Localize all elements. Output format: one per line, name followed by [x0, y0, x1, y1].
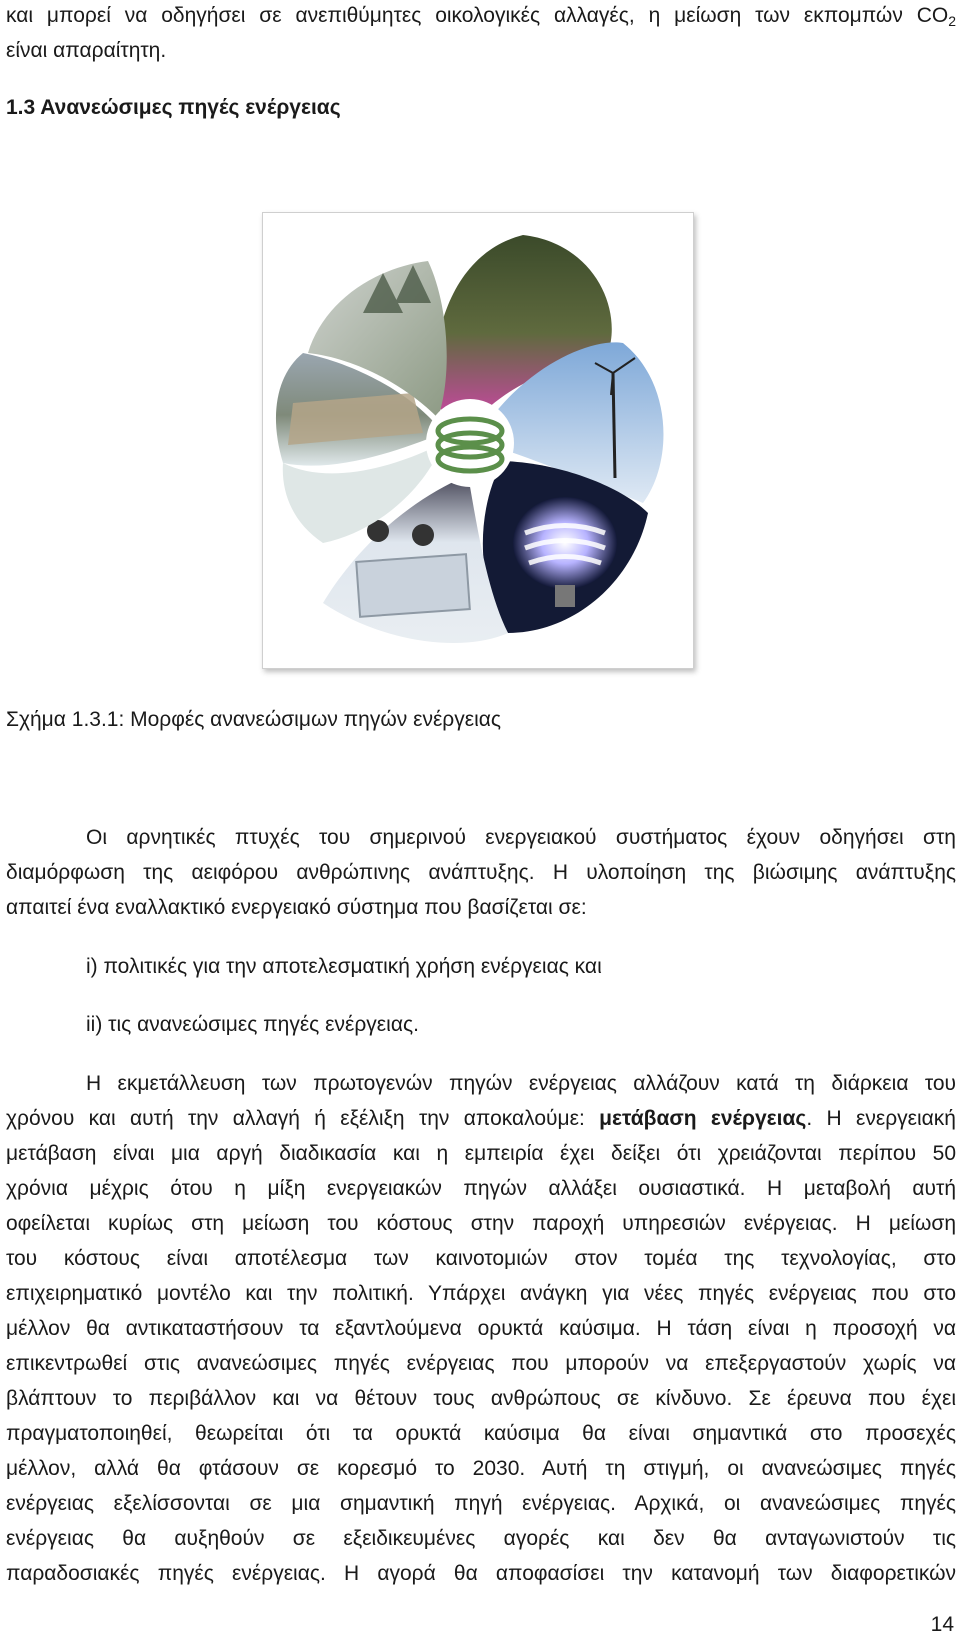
body-text-line: επιχειρηματικό μοντέλο και την πολιτική. Υπάρχει ανάγκη για νέες πηγές ενέργειας που στο — [6, 1282, 956, 1305]
emphasis-term: μετάβαση ενέργειας — [599, 1107, 807, 1130]
renewable-energy-figure — [262, 212, 694, 669]
body-text-line — [6, 1107, 956, 1131]
body-text-line: είναι απαραίτητη. — [6, 39, 167, 62]
body-text-line: μετάβαση είναι μια αργή διαδικασία και η εμπειρία έχει δείξει ότι χρειάζονται περίπου 50 — [6, 1142, 956, 1165]
text-run: . Η ενεργειακή — [806, 1107, 956, 1130]
body-text-line: οφείλεται κυρίως στη μείωση του κόστους στην παροχή υπηρεσιών ενέργειας. Η μείωση — [6, 1212, 956, 1235]
body-text-line: απαιτεί ένα εναλλακτικό ενεργειακό σύστημα που βασίζεται σε: — [6, 896, 587, 919]
body-text-line: του κόστους είναι αποτέλεσμα των καινοτομιών στον τομέα της τεχνολογίας, στο — [6, 1247, 956, 1270]
body-text-line: ενέργειας εξελίσσονται σε μια σημαντική πηγή ενέργειας. Αρχικά, οι ανανεώσιμες πηγές — [6, 1492, 956, 1515]
text-run: χρόνου και αυτή την αλλαγή ή εξέλιξη την αποκαλούμε: — [6, 1107, 600, 1130]
body-text-line: ενέργειας θα αυξηθούν σε εξειδικευμένες αγορές και δεν θα ανταγωνιστούν τις — [6, 1527, 956, 1550]
co2-text: και μπορεί να οδηγήσει σε ανεπιθύμητες οικολογικές αλλαγές, η μείωση των εκπομπών CO — [6, 4, 949, 27]
list-item: ii) τις ανανεώσιμες πηγές ενέργειας. — [86, 1013, 419, 1036]
section-heading: 1.3 Ανανεώσιμες πηγές ενέργειας — [6, 96, 341, 119]
page-number: 14 — [930, 1613, 954, 1636]
body-text-line: χρόνια μέχρις ότου η μίξη ενεργειακών πηγών αλλάξει ουσιαστικά. Η μεταβολή αυτή — [6, 1177, 956, 1200]
renewable-energy-collage-icon — [263, 213, 693, 668]
list-item: i) πολιτικές για την αποτελεσματική χρήση ενέργειας και — [86, 955, 602, 978]
body-text-line: βλάπτουν το περιβάλλον και να θέτουν τους ανθρώπους σε κίνδυνο. Σε έρευνα που έχει — [6, 1387, 956, 1410]
body-text-line: διαμόρφωση της αειφόρου ανθρώπινης ανάπτυξης. Η υλοποίηση της βιώσιμης ανάπτυξης — [6, 861, 956, 884]
body-text-line: πραγματοποιηθεί, θεωρείται ότι τα ορυκτά καύσιμα θα είναι σημαντικά στο προσεχές — [6, 1422, 956, 1445]
body-text-line: μέλλον θα αντικαταστήσουν τα εξαντλούμενα ορυκτά καύσιμα. Η τάση είναι η προσοχή να — [6, 1317, 956, 1340]
body-text-line: Η εκμετάλλευση των πρωτογενών πηγών ενέργειας αλλάζουν κατά τη διάρκεια του — [86, 1072, 956, 1095]
body-text-line: παραδοσιακές πηγές ενέργειας. Η αγορά θα αποφασίσει την κατανομή των διαφορετικών — [6, 1562, 956, 1585]
body-text-line: μέλλον, αλλά θα φτάσουν σε κορεσμό το 2030. Αυτή τη στιγμή, οι ανανεώσιμες πηγές — [6, 1457, 956, 1480]
body-text-line: επικεντρωθεί στις ανανεώσιμες πηγές ενέργειας που μπορούν να επεξεργαστούν χωρίς να — [6, 1352, 956, 1375]
body-text-line — [6, 4, 956, 33]
body-text-line: Οι αρνητικές πτυχές του σημερινού ενεργειακού συστήματος έχουν οδηγήσει στη — [86, 826, 956, 849]
co2-subscript: 2 — [948, 13, 956, 29]
figure-caption: Σχήμα 1.3.1: Μορφές ανανεώσιμων πηγών ενέργειας — [6, 708, 502, 731]
